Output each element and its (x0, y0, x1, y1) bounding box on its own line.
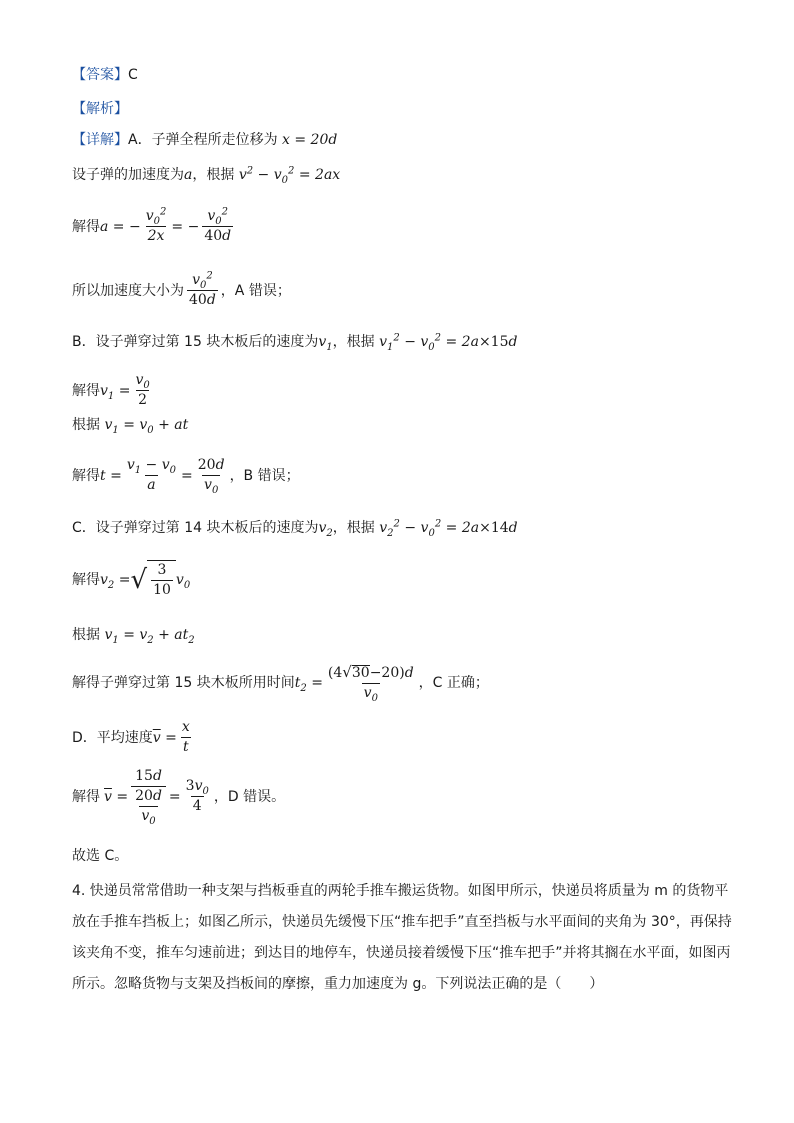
velocity-formula: $v_1 = v_0$ + at (104, 417, 189, 436)
analysis-label: 【解析】 (72, 101, 128, 117)
option-b-line-3: 根据 $v_1 = v_0$ + at (72, 417, 189, 436)
displacement-equation: x = 20d (282, 132, 338, 148)
option-a-line-2: 设子弹的加速度为a，根据 $v^2 - v_0^2 = 2ax$ (72, 165, 341, 186)
option-c-line-1: C．设子弹穿过第 14 块木板后的速度为$v_2$，根据 $v_2^2 - v_0^2 = 2a\times 14d$ (72, 518, 518, 539)
option-d-line-2: 解得 $\overline{v}$ = $\frac{15d}{\frac{20d}{v_0}}$ = $\frac{3v_0}{4}$ ，D 错误。 (72, 768, 286, 827)
option-a-line-4: 所以加速度大小为 $\frac{v_0^2}{40d}$ ，A 错误； (72, 270, 291, 308)
option-a-text: A．子弹全程所走位移为 (128, 132, 278, 148)
average-velocity-value: $\frac{15d}{\frac{20d}{v_0}}$ (131, 768, 166, 825)
time-value: $\frac{20d}{v_0}$ (197, 457, 225, 496)
t2-value: (4 √ 30 −20)d $v_0$ (327, 663, 414, 704)
option-b-line-4: 解得 t = $\frac{v_1 - v_0}{a}$ = $\frac{20d}{v_0}$ ，B 错误； (72, 457, 300, 496)
accel-formula: a = − (100, 218, 141, 235)
option-b-line-1: B．设子弹穿过第 15 块木板后的速度为$v_1$，根据 $v_1^2 - v_0^2 = 2a\times 15d$ (72, 332, 518, 353)
average-velocity-formula: $\frac{x}{t}$ (181, 719, 190, 755)
c-formula: $v_2^2 - v_0^2 = 2a\times 14d$ (379, 518, 518, 539)
detail-tag: 【详解】 (72, 132, 128, 148)
velocity-formula-2: $v_1 = v_2 + at_2$ (104, 627, 195, 646)
option-d-line-1: D．平均速度 $\overline{v}$ = $\frac{x}{t}$ (72, 719, 190, 755)
option-b-line-2: 解得 $v_1$ = $\frac{v_0}{2}$ (72, 372, 150, 408)
b-formula: $v_1^2 - v_0^2 = 2a\times 15d$ (379, 332, 518, 353)
option-a-line-1 (72, 131, 337, 149)
sqrt-expression: √ $\frac{3}{10}$ (130, 560, 175, 600)
answer-line (72, 66, 138, 84)
question-4: 4. 快递员常常借助一种支架与挡板垂直的两轮手推车搬运货物。如图甲所示，快递员将质量为 m 的货物平放在手推车挡板上；如图乙所示，快递员先缓慢下压“推车把手”直至挡板与水平面间的夹角为 30°，再保持该夹角不变，推车匀速前进；到达目的地停车，快递员接着缓慢下压“推车把手”并将其搁在水平面，如图丙所示。忽略货物与支架及挡板间的摩擦，重力加速度为 g。下列说法正确的是（ ） (72, 883, 732, 992)
answer-value: C (128, 67, 138, 83)
kinematic-formula: $v^2 - v_0^2 = 2ax$ (238, 165, 341, 186)
answer-label: 【答案】 (72, 67, 128, 83)
option-a-line-3: 解得 a = − $\frac{v_0^2}{2x}$ = − $\frac{v_0^2}{40d}$ (72, 206, 232, 244)
v1-value: $\frac{v_0}{2}$ (135, 372, 150, 408)
option-c-line-4: 解得子弹穿过第 15 块木板所用时间 $t_2$ = (4 √ 30 −20)d $v_0$ ，C 正确； (72, 663, 489, 704)
accel-magnitude: $\frac{v_0^2}{40d}$ (189, 270, 216, 308)
conclusion: 故选 C。 (72, 848, 129, 864)
option-c-line-3: 根据 $v_1 = v_2 + at_2$ (72, 627, 195, 646)
option-c-line-2: 解得 $v_2$ = √ $\frac{3}{10}$ $v_0$ (72, 562, 191, 598)
